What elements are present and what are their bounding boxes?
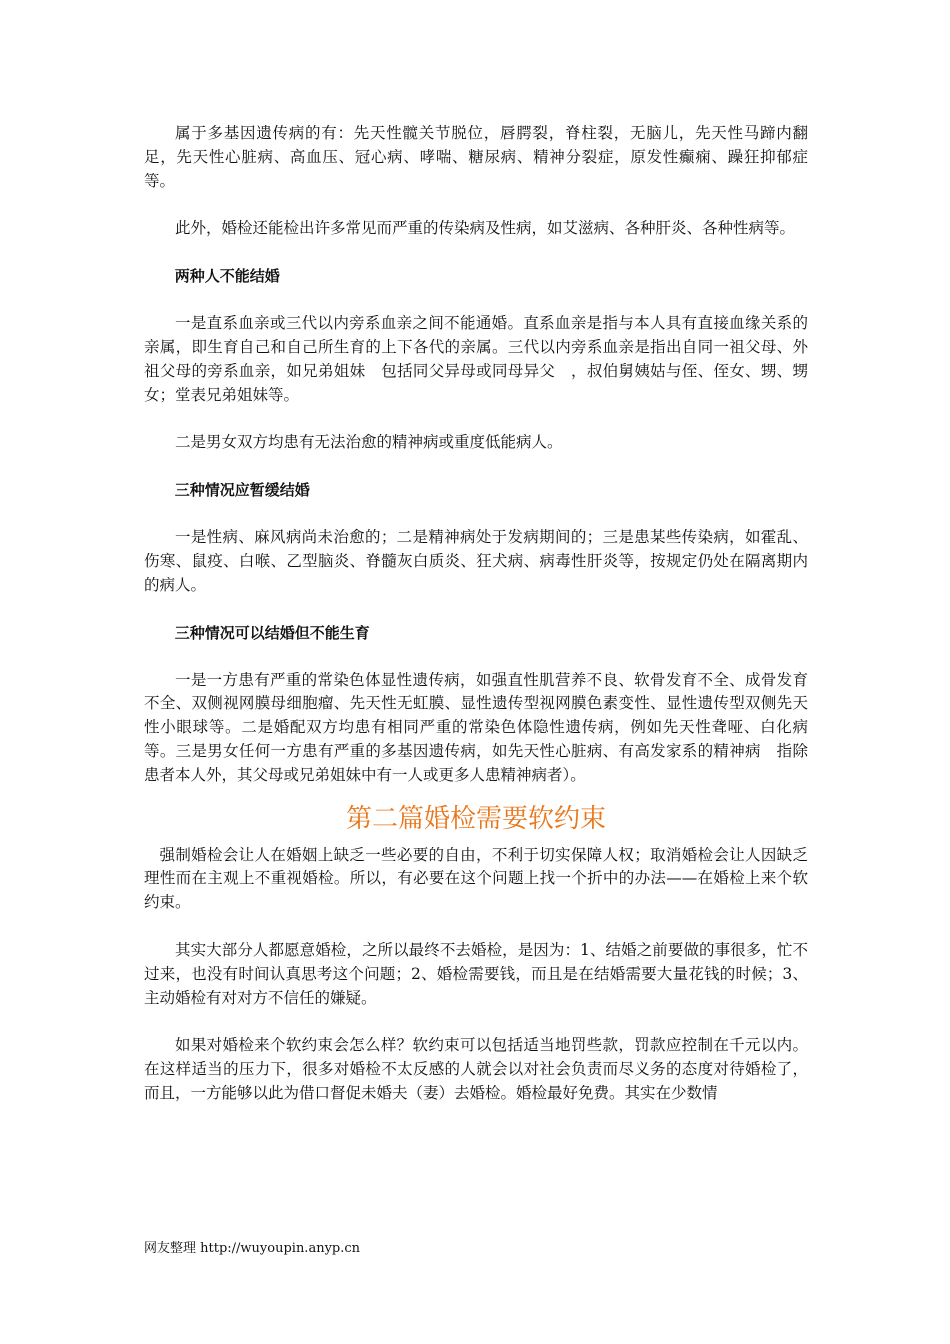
- paragraph-blood-relatives: 一是直系血亲或三代以内旁系血亲之间不能通婚。直系血亲是指与本人具有直接血缘关系的亲属，即生育自己和自己所生育的上下各代的亲属。三代以内旁系血亲是指出自同一祖父母、外祖父母的旁系血亲，如兄弟姐妹 包括同父异母或同母异父 ，叔伯舅姨姑与侄、侄女、甥、甥女；堂表兄弟姐妹等。: [144, 314, 808, 404]
- paragraph-multigene-diseases: 属于多基因遗传病的有：先天性髋关节脱位，唇腭裂，脊柱裂，无脑儿，先天性马蹄内翻足，先天性心脏病、高血压、冠心病、哮喘、糖尿病、精神分裂症，原发性癫痫、躁狂抑郁症等。: [144, 124, 808, 190]
- paragraph-intro: 强制婚检会让人在婚姻上缺乏一些必要的自由，不利于切实保障人权；取消婚检会让人因缺乏理性而在主观上不重视婚检。所以，有必要在这个问题上找一个折中的办法——在婚检上来个软约束。: [144, 845, 808, 912]
- document-body: [144, 122, 808, 1130]
- paragraph-infectious-diseases: 此外，婚检还能检出许多常见而严重的传染病及性病，如艾滋病、各种肝炎、各种性病等。: [175, 219, 796, 238]
- page-footer: 网友整理 http://wuyoupin.anyp.cn: [144, 1241, 361, 1256]
- paragraph-postpone-conditions: 一是性病、麻风病尚未治愈的；二是精神病处于发病期间的；三是患某些传染病，如霍乱、伤寒、鼠疫、白喉、乙型脑炎、脊髓灰白质炎、狂犬病、病毒性肝炎等，按规定仍处在隔离期内的病人。: [144, 528, 808, 594]
- section-heading-cannot-marry: 两种人不能结婚: [174, 267, 280, 286]
- paragraph-mental-illness: 二是男女双方均患有无法治愈的精神病或重度低能病人。: [175, 433, 563, 452]
- section-heading-postpone-marriage: 三种情况应暂缓结婚: [174, 481, 310, 500]
- paragraph-reasons: 其实大部分人都愿意婚检，之所以最终不去婚检，是因为：1、结婚之前要做的事很多，忙不过来，也没有时间认真思考这个问题；2、婚检需要钱，而且是在结婚需要大量花钱的时候；3、主动婚检有对对方不信任的嫌疑。: [144, 940, 808, 1007]
- paragraph-soft-constraint: 如果对婚检来个软约束会怎么样？软约束可以包括适当地罚些款，罚款应控制在千元以内。在这样适当的压力下，很多对婚检不太反感的人就会以对社会负责而尽义务的态度对待婚检了，而且，一方能够以此为借口督促未婚夫（妻）去婚检。婚检最好免费。其实在少数情: [144, 1036, 808, 1102]
- section-heading-marry-no-children: 三种情况可以结婚但不能生育: [174, 623, 370, 642]
- part-title: 第二篇婚检需要软约束: [345, 803, 606, 834]
- paragraph-no-children-conditions: 一是一方患有严重的常染色体显性遗传病，如强直性肌营养不良、软骨发育不全、成骨发育不全、双侧视网膜母细胞瘤、先天性无虹膜、显性遗传型视网膜色素变性、显性遗传型双侧先天性小眼球等。二是婚配双方均患有相同严重的常染色体隐性遗传病，例如先天性聋哑、白化病等。三是男女任何一方患有严重的多基因遗传病，如先天性心脏病、有高发家系的精神病 指除患者本人外，其父母或兄弟姐妹中有一人或更多人患精神病者）。: [144, 670, 808, 784]
